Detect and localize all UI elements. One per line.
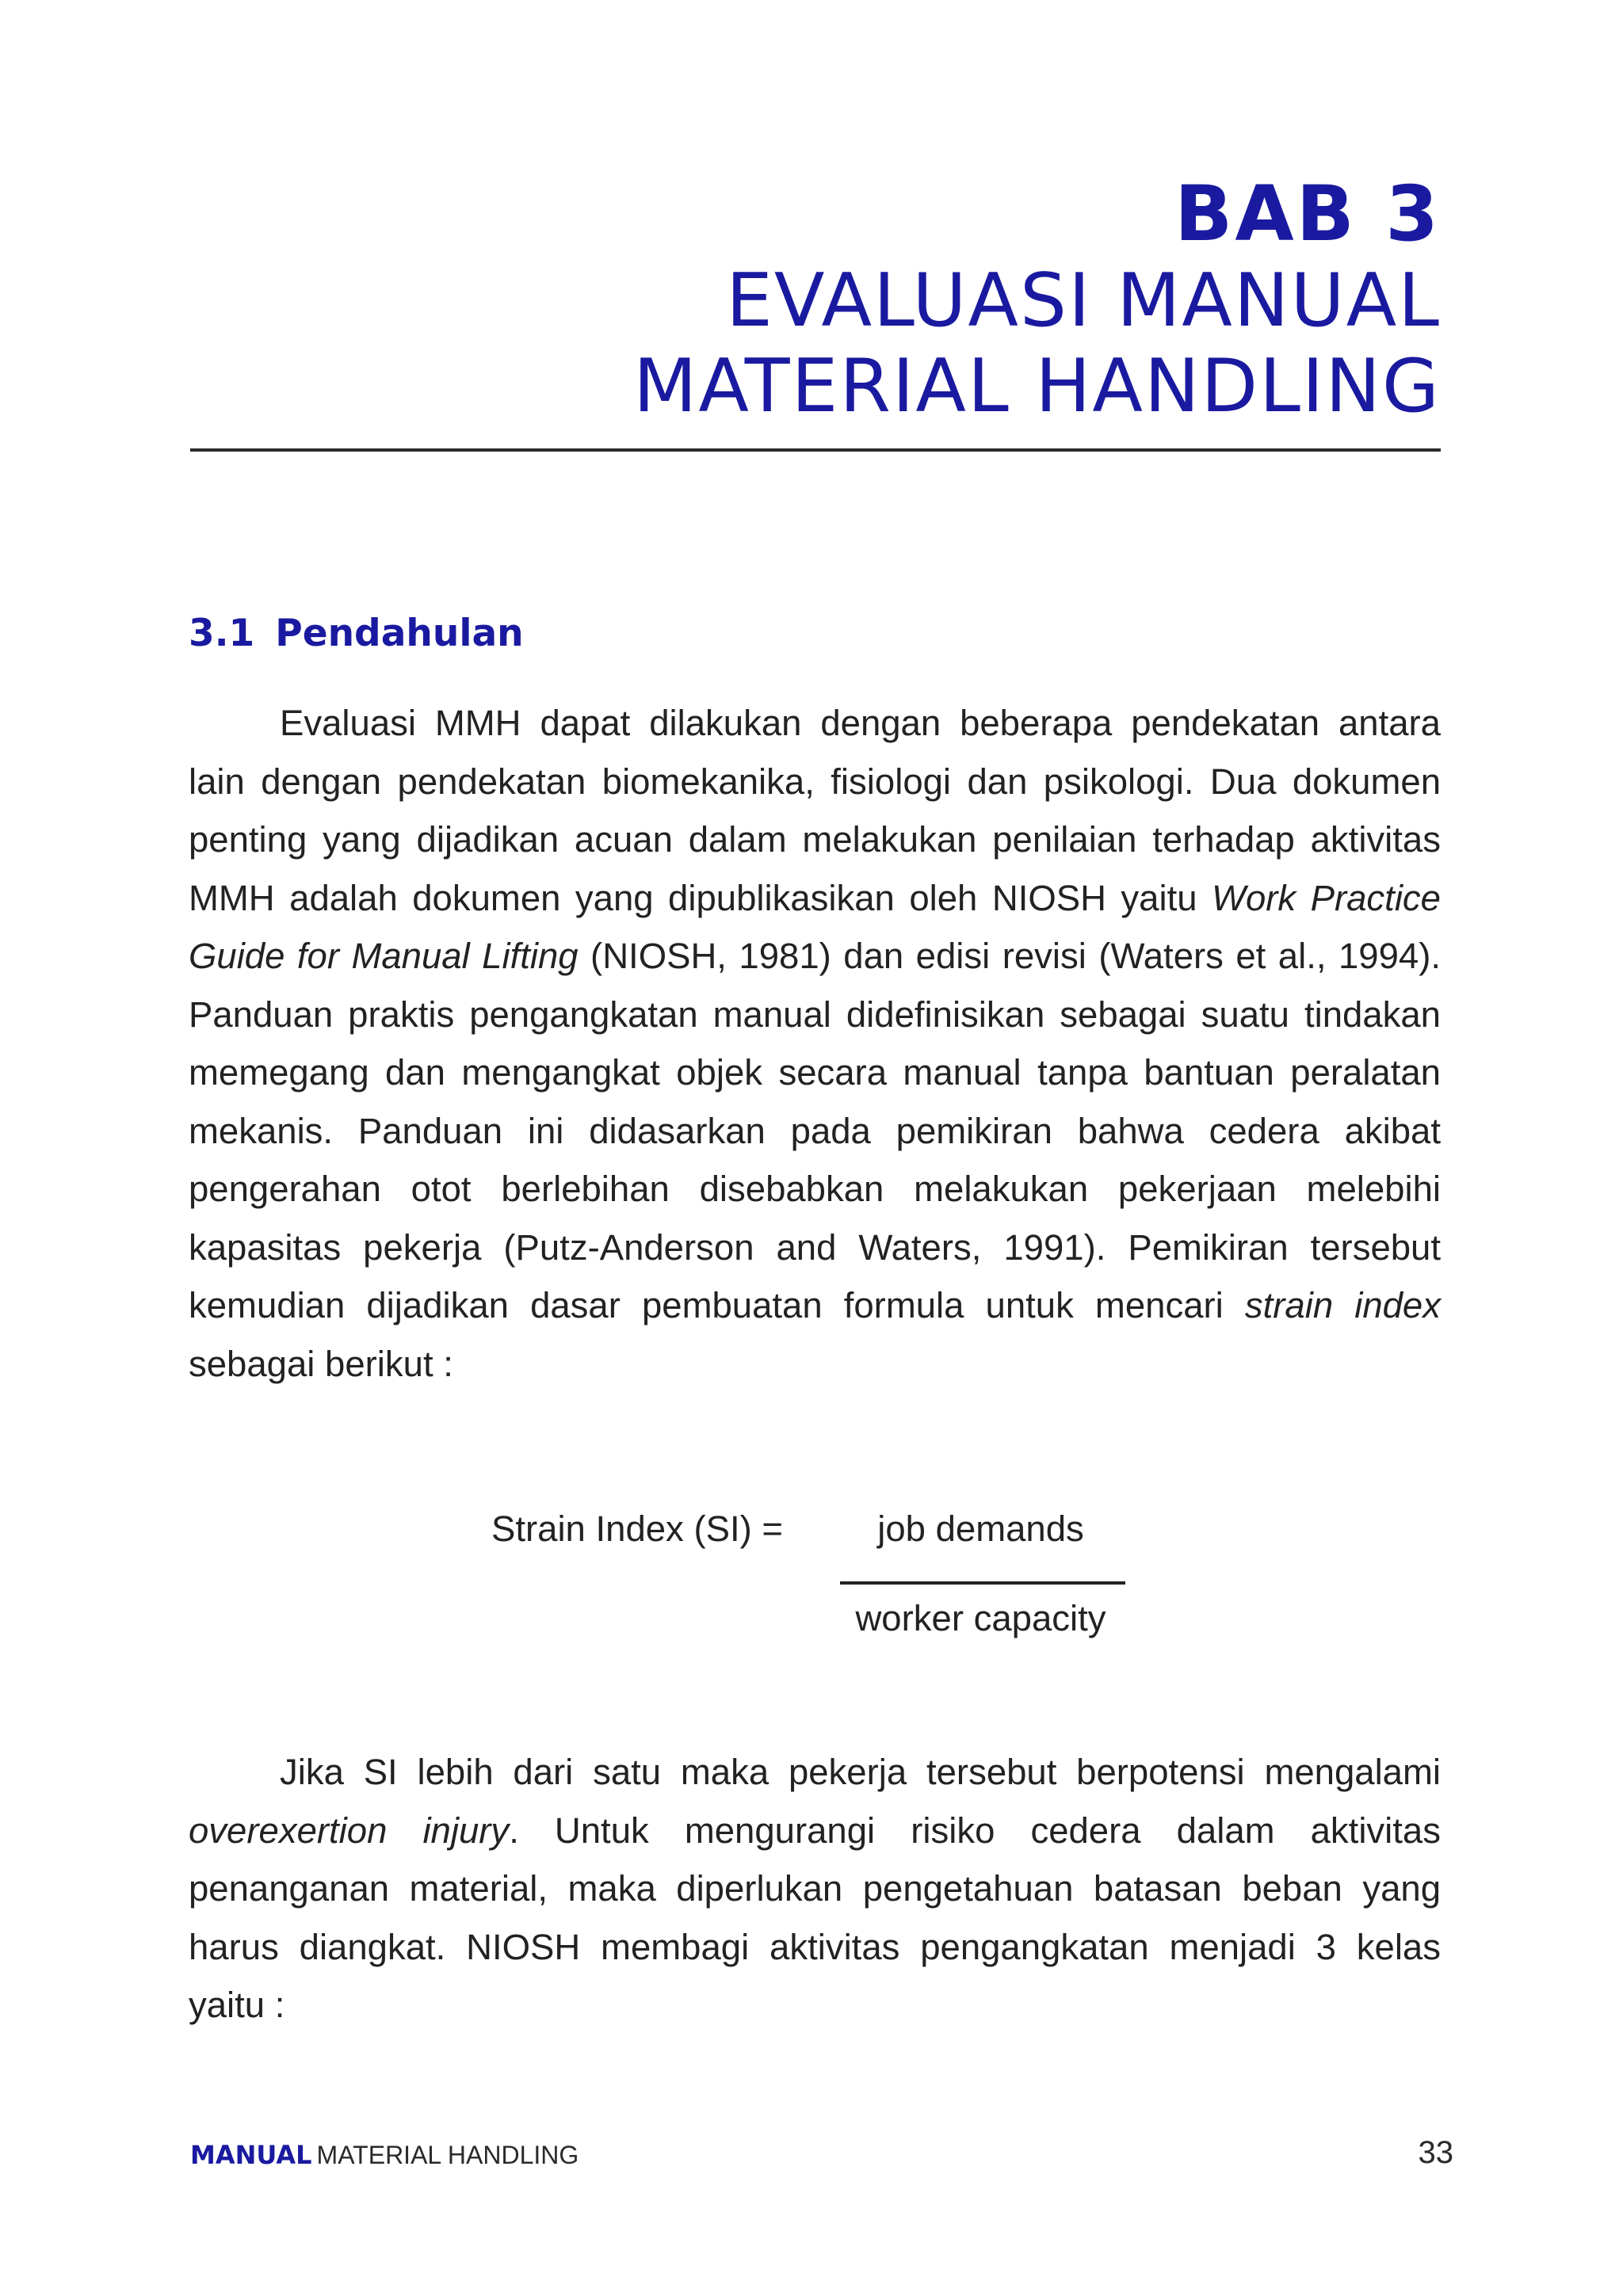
- paragraph-2-text-a: Jika SI lebih dari satu maka pekerja tersebut berpotensi mengalami: [280, 1752, 1441, 1792]
- running-footer: [190, 2139, 579, 2171]
- formula-numerator: job demands: [877, 1508, 1084, 1549]
- paragraph-1-italic-term: strain index: [1244, 1285, 1441, 1325]
- chapter-title-line-2: MATERIAL HANDLING: [633, 343, 1441, 429]
- body-paragraph-2: [189, 1743, 1441, 2035]
- strain-index-formula: [0, 1505, 1623, 1648]
- footer-title-rest: MATERIAL HANDLING: [316, 2141, 579, 2169]
- header-divider: [190, 448, 1441, 452]
- chapter-number: BAB 3: [1174, 170, 1441, 258]
- section-title: Pendahulan: [275, 612, 524, 655]
- chapter-title-line-1: EVALUASI MANUAL: [726, 257, 1441, 343]
- section-number: 3.1: [189, 612, 255, 655]
- paragraph-2-text-b: . Untuk mengurangi risiko cedera dalam aktivitas penanganan material, maka diperlukan pengetahuan batasan beban yang harus diangkat. NIOSH membagi aktivitas pengangkatan menjadi 3 kelas yaitu :: [189, 1810, 1441, 2025]
- paragraph-1-text-a: Evaluasi MMH dapat dilakukan dengan beberapa pendekatan antara lain dengan pendekatan biomekanika, fisiologi dan psikologi. Dua dokumen penting yang dijadikan acuan dalam melakukan penilaian terhadap aktivitas MMH adalah dokumen yang dipublikasikan oleh NIOSH yaitu: [189, 703, 1441, 918]
- page-number: 33: [1418, 2135, 1453, 2170]
- paragraph-1-text-b: (NIOSH, 1981) dan edisi revisi (Waters et al., 1994). Panduan praktis pengangkatan manual didefinisikan sebagai suatu tindakan memegang dan mengangkat objek secara manual tanpa bantuan peralatan mekanis. Panduan ini didasarkan pada pemikiran bahwa cedera akibat pengerahan otot berlebihan disebabkan melakukan pekerjaan melebihi kapasitas pekerja (Putz-Anderson and Waters, 1991). Pemikiran tersebut kemudian dijadikan dasar pembuatan formula untuk mencari: [189, 936, 1441, 1325]
- paragraph-1-italic-title: Work Practice Guide for Manual Lifting: [189, 877, 1441, 976]
- chapter-header: [190, 170, 1441, 429]
- footer-title-bold: MANUAL: [190, 2140, 312, 2170]
- formula-denominator: worker capacity: [855, 1598, 1106, 1638]
- body-paragraph-1: [189, 694, 1441, 1393]
- section-heading: [189, 610, 524, 658]
- formula-left-side: Strain Index (SI) =: [491, 1508, 783, 1549]
- paragraph-1-text-c: sebagai berikut :: [189, 1343, 453, 1384]
- paragraph-2-italic-term: overexertion injury: [189, 1810, 510, 1851]
- fraction-bar: [840, 1581, 1125, 1585]
